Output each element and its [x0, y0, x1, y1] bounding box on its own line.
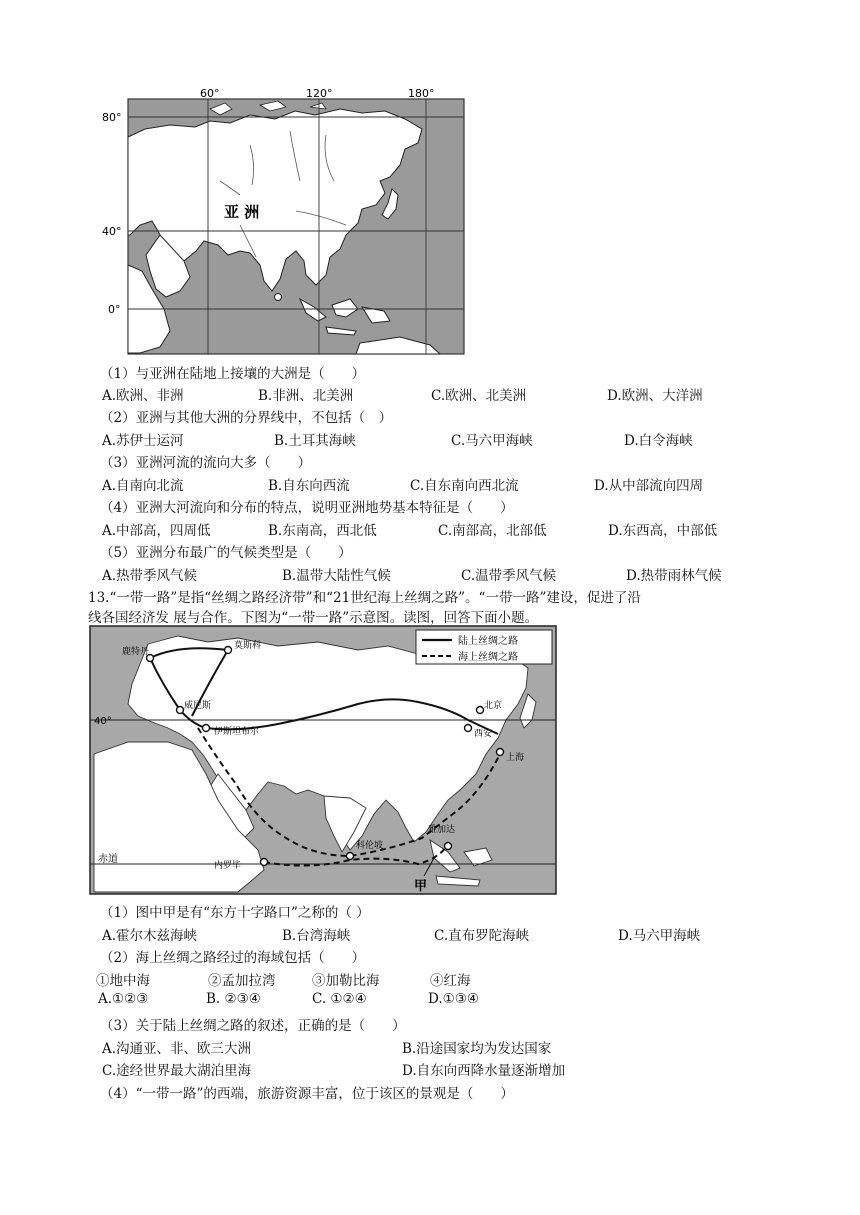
lat-label-0: 0° — [108, 303, 121, 316]
q12-2-option-d[interactable]: D.白令海峡 — [624, 433, 693, 449]
q13-2-choice-4: ④红海 — [430, 973, 471, 989]
q12-1-option-d[interactable]: D.欧洲、大洋洲 — [607, 388, 703, 404]
q12-2-stem: （2）亚洲与其他大洲的分界线中，不包括（ ） — [100, 410, 393, 426]
q12-3-option-a[interactable]: A.自南向北流 — [102, 478, 184, 494]
q13-1-option-d[interactable]: D.马六甲海峡 — [618, 928, 701, 944]
asia-map-svg — [100, 85, 470, 355]
q12-3-option-b[interactable]: B.自东向西流 — [268, 478, 350, 494]
q12-5-stem: （5）亚洲分布最广的气候类型是（ ） — [100, 545, 352, 561]
q12-5-option-a[interactable]: A.热带季风气候 — [102, 568, 198, 584]
place-label: 上海 — [506, 753, 525, 763]
q13-2-option-c[interactable]: C. ①②④ — [312, 991, 367, 1007]
q12-3-option-c[interactable]: C.自东南向西北流 — [410, 478, 519, 494]
q12-3-stem: （3）亚洲河流的流向大多（ ） — [100, 455, 312, 471]
equator-label: 赤道 — [98, 854, 118, 865]
q13-1-option-c[interactable]: C.直布罗陀海峡 — [434, 928, 530, 944]
place-label: 威尼斯 — [184, 701, 212, 711]
lon-label-180: 180° — [408, 87, 435, 100]
lon-label-60: 60° — [200, 87, 220, 100]
lat-label-40: 40° — [94, 716, 112, 727]
place-label: 莫斯科 — [234, 641, 262, 651]
q12-4-stem: （4）亚洲大河流向和分布的特点，说明亚洲地势基本特征是（ ） — [100, 500, 514, 516]
q12-3-option-d[interactable]: D.从中部流向四周 — [594, 478, 704, 494]
q13-2-option-b[interactable]: B. ②③④ — [206, 991, 261, 1007]
q12-5-option-b[interactable]: B.温带大陆性气候 — [282, 568, 391, 584]
belt-road-map — [88, 624, 558, 896]
q13-3-option-b[interactable]: B.沿途国家均为发达国家 — [402, 1041, 552, 1057]
q12-4-option-b[interactable]: B.东南高，西北低 — [268, 523, 377, 539]
q13-3-option-d[interactable]: D.自东向西降水量逐渐增加 — [402, 1063, 566, 1079]
q13-2-choice-1: ①地中海 — [96, 973, 150, 989]
city-dot — [177, 707, 184, 714]
q12-2-option-a[interactable]: A.苏伊士运河 — [102, 433, 184, 449]
q12-5-option-c[interactable]: C.温带季风气候 — [461, 568, 557, 584]
asia-map — [100, 85, 470, 355]
q12-1-option-c[interactable]: C.欧洲、北美洲 — [431, 388, 527, 404]
q12-1-option-a[interactable]: A.欧洲、非洲 — [102, 388, 184, 404]
lat-label-80: 80° — [102, 111, 122, 124]
city-dot — [225, 647, 232, 654]
q12-5-option-d[interactable]: D.热带雨林气候 — [626, 568, 722, 584]
q13-3-option-a[interactable]: A.沟通亚、非、欧三大洲 — [102, 1041, 252, 1057]
q13-2-stem: （2）海上丝绸之路经过的海域包括（ ） — [100, 950, 366, 966]
city-dot — [203, 725, 210, 732]
lon-label-120: 120° — [306, 87, 333, 100]
q13-1-stem: （1）图中甲是有“东方十字路口”之称的（ ） — [100, 905, 370, 921]
city-dot — [497, 749, 504, 756]
q12-2-option-b[interactable]: B.土耳其海峡 — [274, 433, 356, 449]
q13-1-option-b[interactable]: B.台湾海峡 — [282, 928, 351, 944]
jia-label: 甲 — [414, 879, 428, 894]
city-dot — [261, 859, 268, 866]
q12-1-option-b[interactable]: B.非洲、北美洲 — [258, 388, 354, 404]
q13-intro-line2: 线各国经济发 展与合作。下图为“一带一路”示意图。读图，回答下面小题。 — [88, 610, 539, 626]
q13-2-choice-2: ②孟加拉湾 — [208, 973, 276, 989]
q13-3-stem: （3）关于陆上丝绸之路的叙述，正确的是（ ） — [100, 1018, 406, 1034]
place-label: 科伦坡 — [356, 841, 384, 851]
sri-lanka-island — [275, 294, 282, 301]
legend-sea-label: 海上丝绸之路 — [458, 652, 518, 663]
city-dot — [477, 707, 484, 714]
place-label: 伊斯坦布尔 — [214, 727, 260, 737]
q13-2-option-a[interactable]: A.①②③ — [98, 991, 149, 1007]
q13-2-option-d[interactable]: D.①③④ — [428, 991, 479, 1007]
place-label: 西安 — [474, 729, 493, 739]
q13-3-option-c[interactable]: C.途经世界最大湖泊里海 — [102, 1063, 252, 1079]
legend-land-label: 陆上丝绸之路 — [458, 636, 518, 647]
q12-2-option-c[interactable]: C.马六甲海峡 — [451, 433, 533, 449]
q12-1-stem: （1）与亚洲在陆地上接壤的大洲是（ ） — [100, 366, 366, 382]
q13-2-choice-3: ③加勒比海 — [312, 973, 380, 989]
place-label: 内罗毕 — [214, 861, 242, 871]
q12-4-option-c[interactable]: C.南部高，北部低 — [438, 523, 547, 539]
q12-4-option-a[interactable]: A.中部高，四周低 — [102, 523, 211, 539]
city-dot — [347, 853, 354, 860]
city-dot — [465, 725, 472, 732]
place-label: 北京 — [484, 701, 503, 711]
q13-intro-line1: 13.“一带一路”是指“丝绸之路经济带”和“21世纪海上丝绸之路”。“一带一路”建设，促进了沿 — [88, 590, 641, 606]
q12-4-option-d[interactable]: D.东西高，中部低 — [608, 523, 718, 539]
place-label: 鹿特丹 — [122, 647, 150, 657]
continent-label: 亚 洲 — [224, 203, 260, 221]
q13-1-option-a[interactable]: A.霍尔木兹海峡 — [102, 928, 198, 944]
place-label: 雅加达 — [428, 825, 456, 835]
q13-4-stem: （4）“一带一路”的西端，旅游资源丰富，位于该区的景观是（ ） — [100, 1086, 514, 1102]
city-dot — [445, 843, 452, 850]
belt-road-map-svg — [88, 624, 558, 896]
lat-label-40: 40° — [102, 225, 122, 238]
